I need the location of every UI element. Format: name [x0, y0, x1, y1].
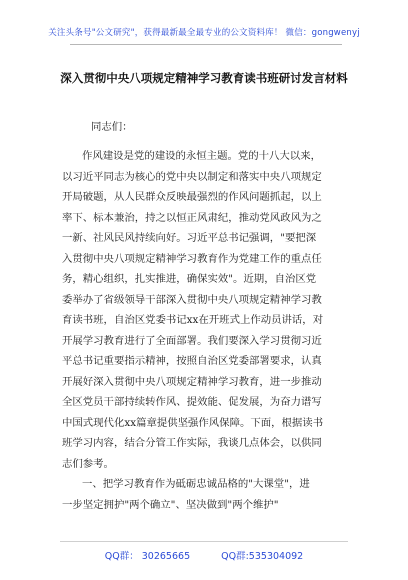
body-line: 入贯彻中央八项规定精神学习教育作为党建工作的重点任: [62, 252, 322, 265]
footer-qq-group-1: QQ群： 30265665: [104, 551, 191, 562]
body-line: 一新、社风民风持续向好。习近平总书记强调，"要把深: [62, 232, 317, 244]
body-line: 以习近平同志为核心的党中央以制定和落实中央八项规定: [62, 170, 322, 183]
body-line: 育读书班，自治区党委书记xx在开班式上作动员讲话，对: [62, 314, 324, 326]
document-body: [62, 146, 362, 515]
body-line: 开局破题，从人民群众反映最强烈的作风问题抓起，以上: [62, 191, 322, 203]
body-line: 务，精心组织，扎实推进，确保实效"。近期，自治区党: [62, 273, 317, 285]
header-banner: 关注头条号"公文研究"，获得最新最全最专业的公文资料库！ 微信：gongwenyj: [48, 28, 360, 38]
footer-divider: [60, 541, 348, 542]
document-title: 深入贯彻中央八项规定精神学习教育读书班研讨发言材料: [60, 71, 348, 85]
body-line: 开展学习教育进行了全面部署。我们要深入学习贯彻习近: [62, 334, 322, 347]
salutation: 同志们：: [91, 121, 133, 133]
body-line: 班学习内容，结合分管工作实际，我谈几点体会，以供同: [62, 437, 322, 449]
body-line: 作风建设是党的建设的永恒主题。党的十八大以来，: [82, 150, 321, 162]
body-line: 中国式现代化xx篇章提供坚强作风保障。下面，根据读书: [62, 416, 324, 429]
section-heading-line: 一、把学习教育作为砥砺忠诚品格的"大课堂"，进: [82, 478, 310, 490]
body-line: 率下、标本兼治，持之以恒正风肃纪，推动党风政风为之: [62, 211, 322, 224]
body-line: 委举办了省级领导干部深入贯彻中央八项规定精神学习教: [62, 293, 322, 306]
header-divider: [70, 44, 342, 45]
body-line: 平总书记重要指示精神，按照自治区党委部署要求，认真: [62, 355, 322, 367]
section-heading-line: 一步坚定拥护"两个确立"、坚决做到"两个维护": [62, 498, 279, 511]
body-line: 开展好深入贯彻中央八项规定精神学习教育，进一步推动: [62, 375, 322, 388]
footer-qq-group-2: QQ群:535304092: [221, 551, 304, 562]
body-line: 志们参考。: [62, 457, 114, 470]
body-line: 全区党员干部持续转作风、提效能、促发展，为奋力谱写: [62, 396, 322, 408]
footer: [0, 548, 408, 562]
